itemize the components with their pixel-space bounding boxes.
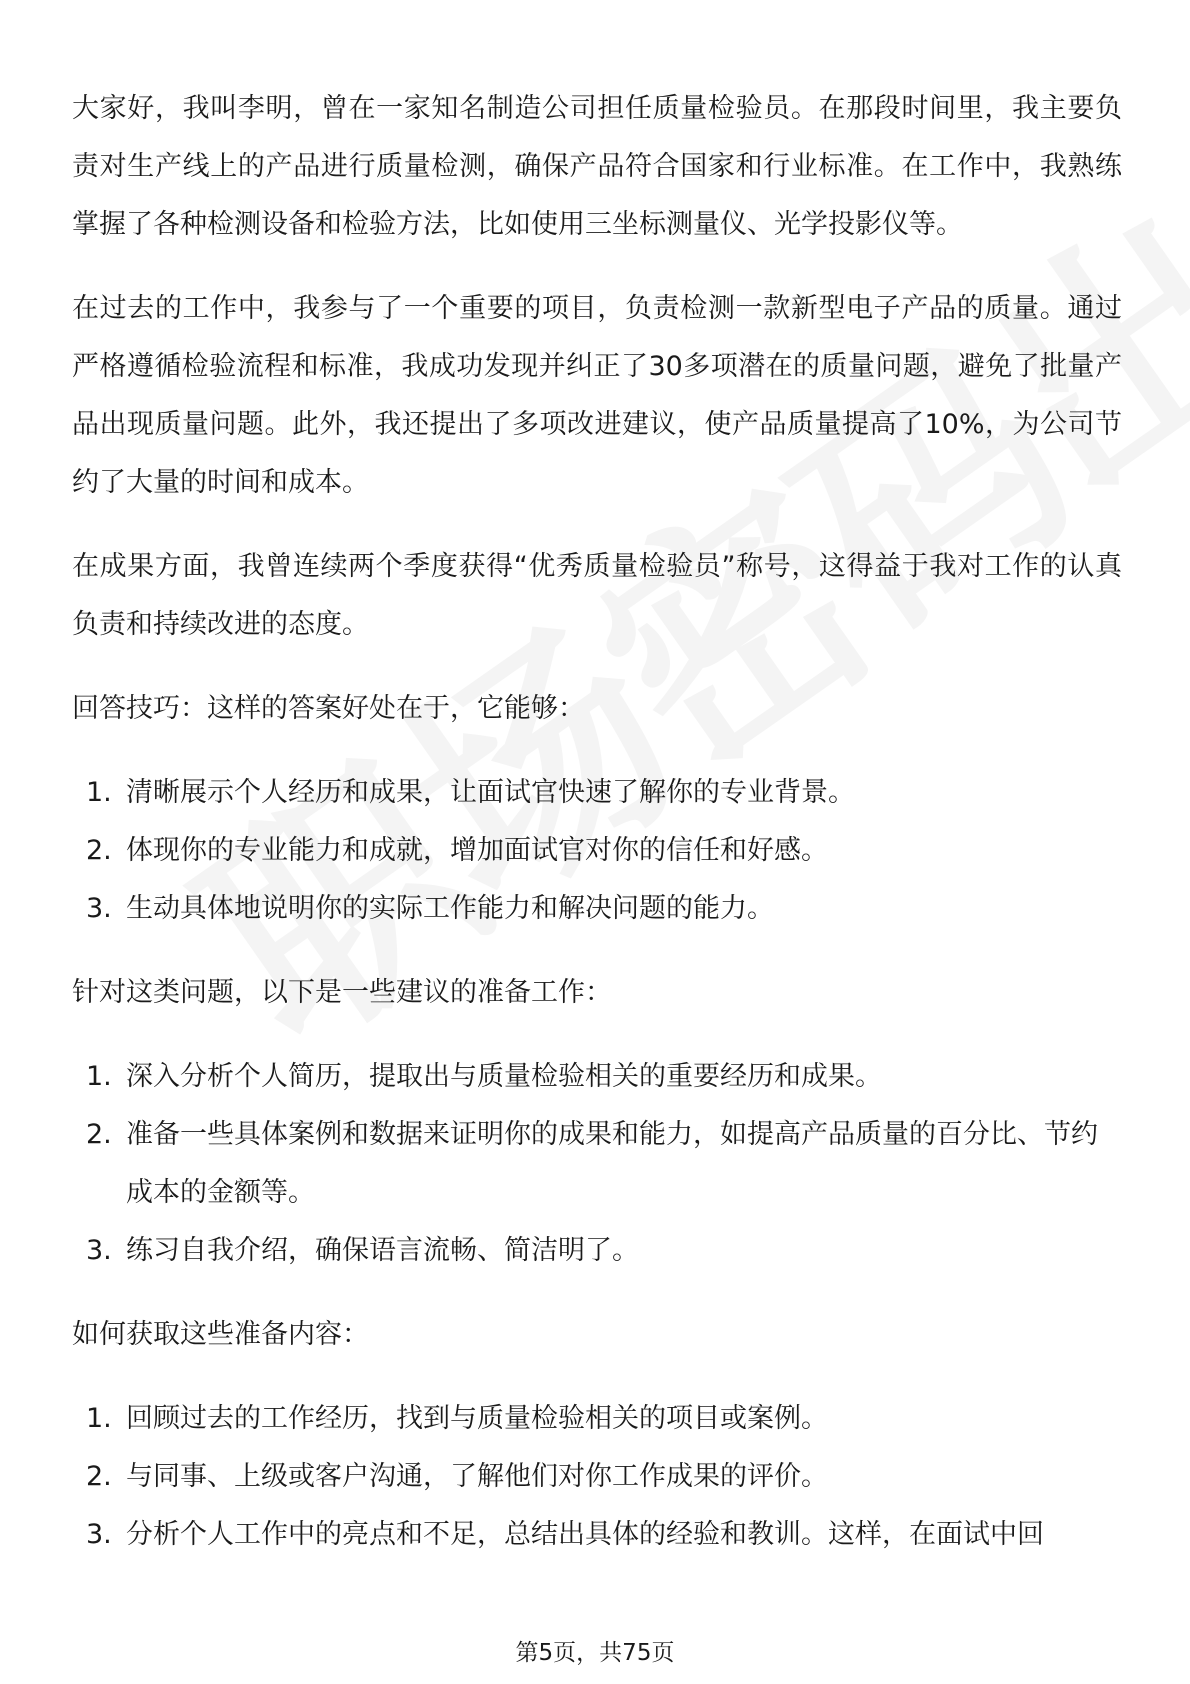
list-item (72, 1048, 1122, 1106)
list-number: 3. (86, 1235, 112, 1266)
list-number: 1. (86, 777, 112, 808)
list-number: 3. (86, 1519, 112, 1550)
tips-list (72, 764, 1122, 938)
list-item-text: 回顾过去的工作经历，找到与质量检验相关的项目或案例。 (126, 1403, 828, 1434)
list-number: 2. (86, 1119, 112, 1150)
list-item-text: 深入分析个人简历，提取出与质量检验相关的重要经历和成果。 (126, 1061, 882, 1092)
list-item-text: 清晰展示个人经历和成果，让面试官快速了解你的专业背景。 (126, 777, 855, 808)
list-item (72, 1390, 1122, 1448)
list-item-text: 与同事、上级或客户沟通，了解他们对你工作成果的评价。 (126, 1461, 828, 1492)
list-item-text: 生动具体地说明你的实际工作能力和解决问题的能力。 (126, 893, 774, 924)
prep-list (72, 1048, 1122, 1280)
list-number: 2. (86, 1461, 112, 1492)
list-item (72, 1222, 1122, 1280)
list-number: 3. (86, 893, 112, 924)
list-item-text: 分析个人工作中的亮点和不足，总结出具体的经验和教训。这样，在面试中回 (126, 1519, 1044, 1550)
list-number: 1. (86, 1061, 112, 1092)
list-item-text: 体现你的专业能力和成就，增加面试官对你的信任和好感。 (126, 835, 828, 866)
obtain-heading: 如何获取这些准备内容： (72, 1319, 369, 1350)
paragraph-intro: 大家好，我叫李明，曾在一家知名制造公司担任质量检验员。在那段时间里，我主要负责对生产线上的产品进行质量检测，确保产品符合国家和行业标准。在工作中，我熟练掌握了各种检测设备和检验方法，比如使用三坐标测量仪、光学投影仪等。 (72, 93, 1122, 240)
list-item (72, 764, 1122, 822)
list-item-text: 练习自我介绍，确保语言流畅、简洁明了。 (126, 1235, 639, 1266)
list-number: 2. (86, 835, 112, 866)
list-item (72, 1448, 1122, 1506)
list-item (72, 880, 1122, 938)
list-item (72, 1106, 1122, 1222)
page-number: 第5页，共75页 (515, 1640, 675, 1666)
list-item-text: 准备一些具体案例和数据来证明你的成果和能力，如提高产品质量的百分比、节约成本的金额等。 (126, 1119, 1098, 1208)
obtain-list (72, 1390, 1122, 1564)
list-item (72, 822, 1122, 880)
prep-heading: 针对这类问题，以下是一些建议的准备工作： (72, 977, 612, 1008)
paragraph-achievements: 在成果方面，我曾连续两个季度获得“优秀质量检验员”称号，这得益于我对工作的认真负责和持续改进的态度。 (72, 551, 1122, 640)
tips-heading: 回答技巧：这样的答案好处在于，它能够： (72, 693, 585, 724)
list-number: 1. (86, 1403, 112, 1434)
document-body (72, 80, 1122, 1590)
list-item (72, 1506, 1122, 1564)
paragraph-project: 在过去的工作中，我参与了一个重要的项目，负责检测一款新型电子产品的质量。通过严格遵循检验流程和标准，我成功发现并纠正了30多项潜在的质量问题，避免了批量产品出现质量问题。此外，我还提出了多项改进建议，使产品质量提高了10%，为公司节约了大量的时间和成本。 (72, 293, 1122, 498)
